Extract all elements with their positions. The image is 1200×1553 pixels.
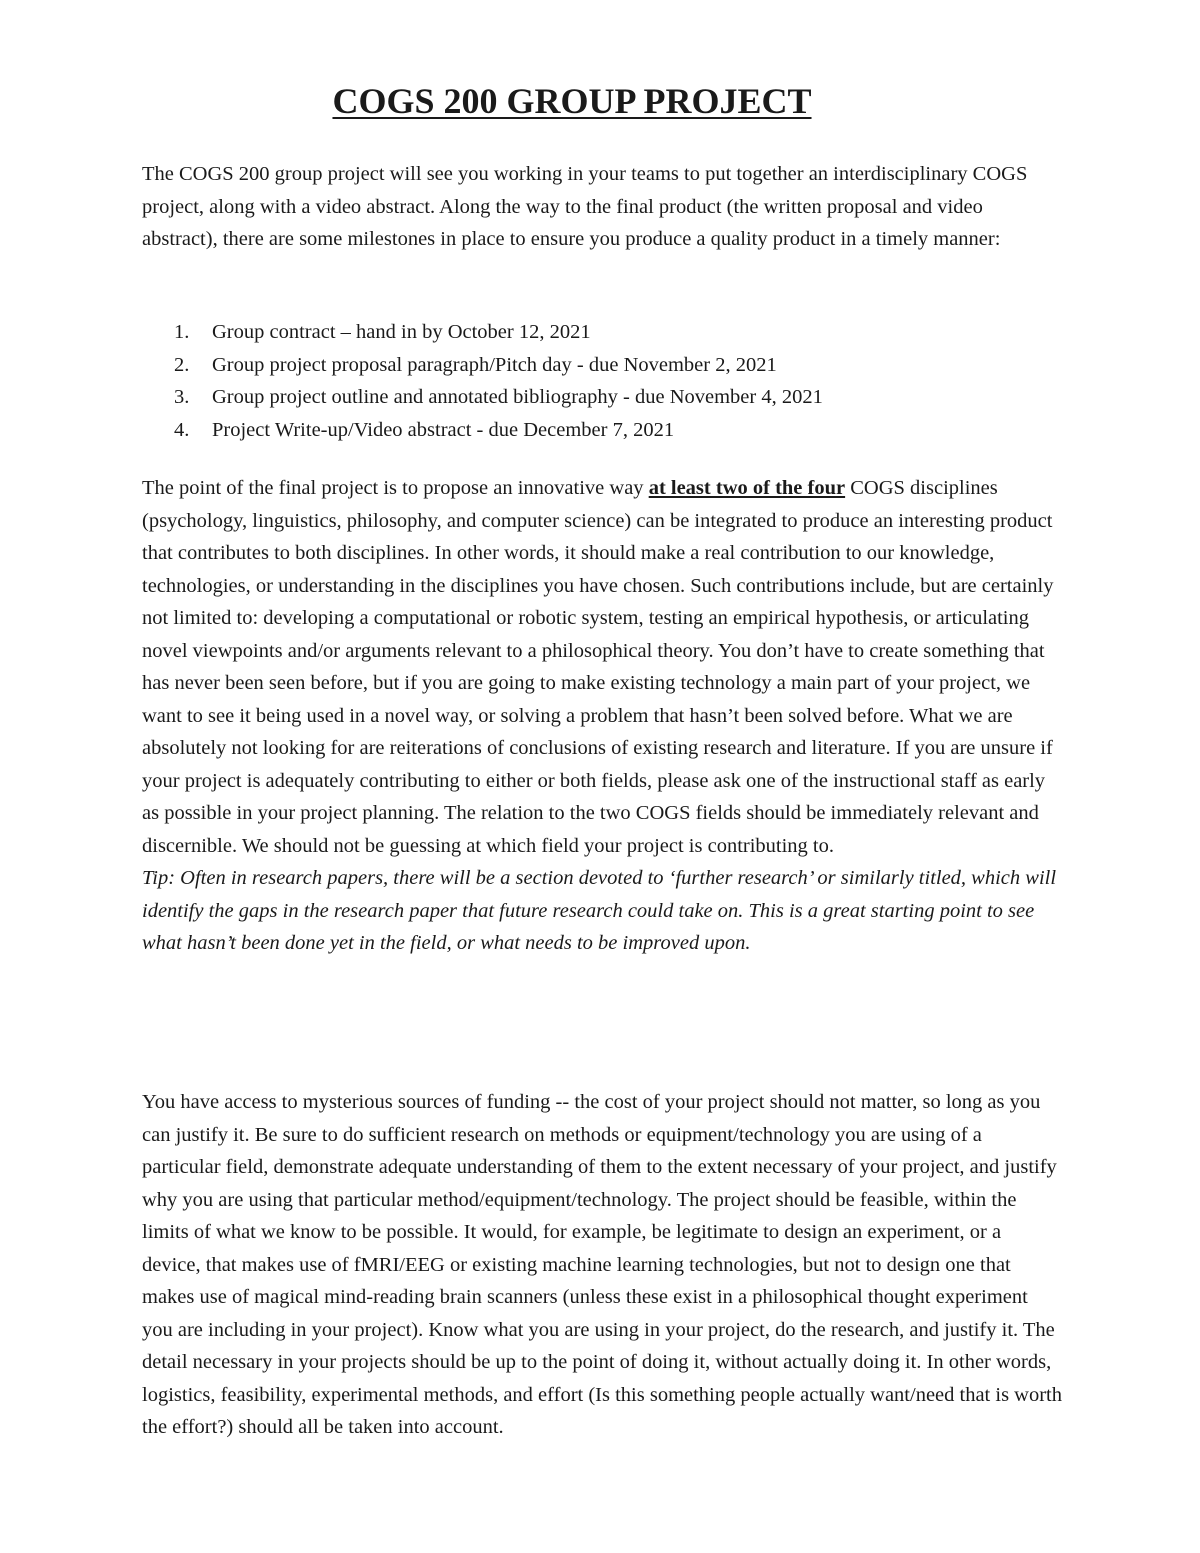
list-item-number: 2. [174, 353, 190, 376]
tip-text: Tip: Often in research papers, there will be a section devoted to ‘further research’ or similarly titled, which will identify the gaps in the research paper that future research could take on. This is a great starting point to see what hasn’t been done yet in the field, or what needs to be improved upon. [142, 867, 1057, 954]
list-item-text: Group project outline and annotated bibliography - due November 4, 2021 [212, 386, 823, 408]
list-item-number: 4. [174, 418, 190, 441]
list-item-number: 3. [174, 386, 190, 408]
list-item-number: 1. [174, 321, 190, 343]
funding-paragraph: You have access to mysterious sources of funding -- the cost of your project should not matter, so long as you can justify it. Be sure to do sufficient research on methods or equipment/technology you are using of a particular field, demonstrate adequate understanding of them to the extent necessary of your project, and justify why you are using that particular method/equipment/technology. The project should be feasible, within the limits of what we know to be possible. It would, for example, be legitimate to design an experiment, or a device, that makes use of fMRI/EEG or existing machine learning technologies, but not to design one that makes use of magical mind-reading brain scanners (unless these exist in a philosophical thought experiment you are including in your project). Know what you are using in your project, do the research, and justify it. The detail necessary in your projects should be up to the point of doing it, without actually doing it. In other words, logistics, feasibility, experimental methods, and effort (Is this something people actually want/need that is worth the effort?) should all be taken into account. [142, 1091, 1063, 1438]
milestone-list [142, 316, 1062, 446]
document-title: COGS 200 GROUP PROJECT [332, 81, 812, 121]
purpose-body: COGS disciplines (psychology, linguistics, philosophy, and computer science) can be integrated to produce an interesting product that contributes to both disciplines. In other words, it should make a real contribution to our knowledge, technologies, or understanding in the disciplines you have chosen. Such contributions include, but are certainly not limited to: developing a computational or robotic system, testing an empirical hypothesis, or articulating novel viewpoints and/or arguments relevant to a philosophical theory. You don’t have to create something that has never been seen before, but if you are going to make existing technology a main part of your project, we want to see it being used in a novel way, or solving a problem that hasn’t been solved before. What we are absolutely not looking for are reiterations of conclusions of existing research and literature. If you are unsure if your project is adequately contributing to either or both fields, please ask one of the instructional staff as early as possible in your project planning. The relation to the two COGS fields should be immediately relevant and discernible. We should not be guessing at which field your project is contributing to. [142, 477, 1054, 857]
list-item-text: Group contract – hand in by October 12, 2021 [212, 321, 591, 343]
purpose-lead: The point of the final project is to propose an innovative way [142, 477, 649, 499]
list-item [142, 414, 1062, 447]
list-item [142, 381, 1062, 414]
intro-paragraph: The COGS 200 group project will see you working in your teams to put together an interdisciplinary COGS project, along with a video abstract. Along the way to the final product (the written proposal and video abstract), there are some milestones in place to ensure you produce a quality product in a timely manner: [142, 163, 1028, 250]
list-item [142, 316, 1062, 349]
purpose-paragraph [142, 472, 1062, 960]
list-item-text: Group project proposal paragraph/Pitch day - due November 2, 2021 [212, 353, 777, 376]
emphasis-text: at least two of the four [648, 477, 846, 499]
list-item [142, 349, 1062, 382]
list-item-text: Project Write-up/Video abstract - due December 7, 2021 [212, 418, 675, 441]
